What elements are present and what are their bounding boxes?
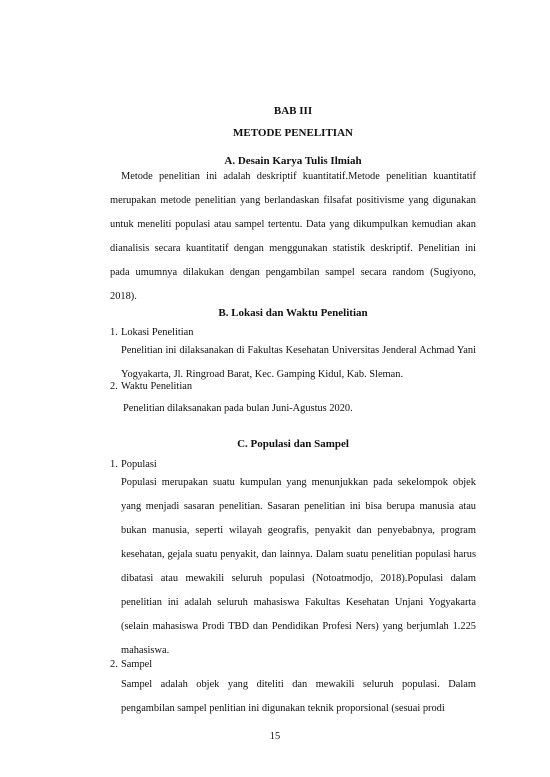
section-heading-c: C. Populasi dan Sampel <box>237 438 349 450</box>
list-item-title: Lokasi Penelitian <box>121 327 194 338</box>
list-item-text: Sampel adalah objek yang diteliti dan mewakili seluruh populasi. Dalam pengambilan sampel penlitian ini digunakan teknik proporsional (sesuai prodi <box>121 679 476 714</box>
chapter-title: METODE PENELITIAN <box>233 127 353 139</box>
chapter-label: BAB III <box>273 105 313 117</box>
page-number: 15 <box>269 731 281 742</box>
section-a-paragraph: Metode penelitian ini adalah deskriptif kuantitatif.Metode penelitian kuantitatif merupakan metode penelitian yang berlandaskan filsafat positivisme yang digunakan untuk meneliti populasi atau sampel tertentu. Data yang dikumpulkan kemudian akan dianalisis secara kuantitatif dengan menggunakan statistik deskriptif. Penelitian ini pada umumnya dilakukan dengan pengambilan sampel secara random (Sugiyono, 2018). <box>110 171 476 302</box>
list-item-number: 2. <box>110 381 118 392</box>
list-item-title: Waktu Penelitian <box>121 381 193 392</box>
list-item-number: 1. <box>110 459 118 470</box>
section-heading-b: B. Lokasi dan Waktu Penelitian <box>218 307 368 319</box>
list-item-text: Populasi merupakan suatu kumpulan yang menunjukkan pada sekelompok objek yang menjadi sasaran penelitian. Sasaran penelitian ini bisa berupa manusia atau bukan manusia, seperti wilayah geografis, penyakit dan penyebabnya, program kesehatan, gejala suatu penyakit, dan lainnya. Dalam suatu penelitian populasi harus dibatasi atau mewakili seluruh populasi (Notoatmodjo, 2018).Populasi dalam penelitian ini adalah seluruh mahasiswa Fakultas Kesehatan Unjani Yogyakarta (selain mahasiswa Prodi TBD dan Pendidikan Profesi Ners) yang berjumlah 1.225 mahasiswa. <box>121 477 476 656</box>
list-item-text: Penelitian dilaksanakan pada bulan Juni-Agustus 2020. <box>123 403 353 414</box>
list-item-title: Sampel <box>121 659 153 670</box>
list-item-number: 2. <box>110 659 118 670</box>
section-heading-a: A. Desain Karya Tulis Ilmiah <box>224 155 362 167</box>
list-item-number: 1. <box>110 327 118 338</box>
list-item-title: Populasi <box>121 459 157 470</box>
list-item-text: Penelitian ini dilaksanakan di Fakultas Kesehatan Universitas Jenderal Achmad Yani Yogyakarta, Jl. Ringroad Barat, Kec. Gamping Kidul, Kab. Sleman. <box>121 345 476 380</box>
